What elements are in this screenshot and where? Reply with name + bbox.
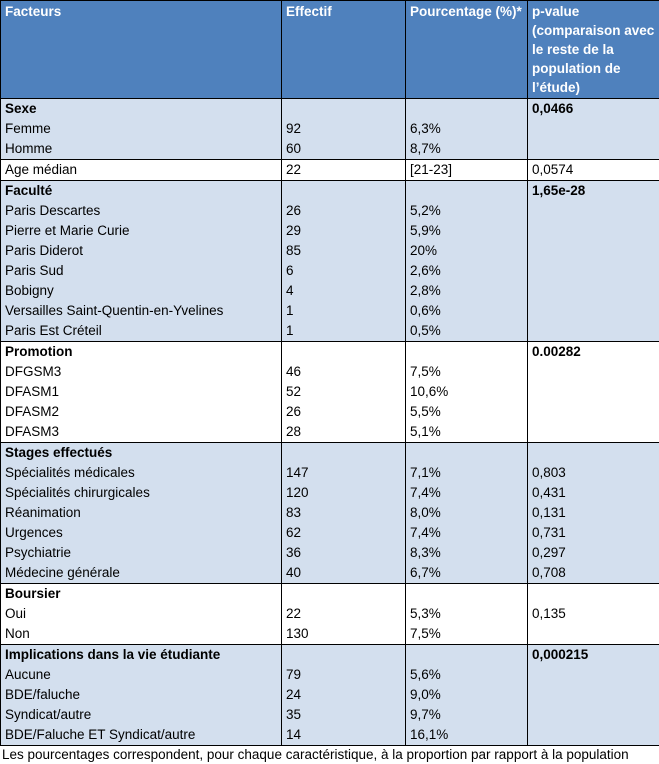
effectif-value: 6 [286,261,401,281]
item-label: Urgences [5,523,277,543]
pct-value: 5,3% [410,604,523,624]
item-label: Spécialités médicales [5,463,277,483]
header-p-value: p-value (comparaison avec le reste de la population de l’étude) [528,1,659,99]
header-facteurs: Facteurs [1,1,282,99]
group-p-value: 1,65e-28 [532,181,655,201]
group-title: Implications dans la vie étudiante [5,645,277,665]
item-label: Paris Diderot [5,241,277,261]
item-label: Bobigny [5,281,277,301]
group-p-value: 0.00282 [532,342,655,362]
effectif-value: 4 [286,281,401,301]
effectif-value: 36 [286,543,401,563]
item-label: Femme [5,119,277,139]
item-label: DFASM2 [5,402,277,422]
group-row-implications [1,645,659,746]
effectif-value: 29 [286,221,401,241]
pct-value: 20% [410,241,523,261]
effectif-value: 79 [286,665,401,685]
p-value: 0,708 [532,563,655,583]
group-title: Faculté [5,181,277,201]
pct-value: 16,1% [410,725,523,745]
group-title: Sexe [5,99,277,119]
p-value: 0,731 [532,523,655,543]
p-value: 0,431 [532,483,655,503]
effectif-value: 22 [286,160,401,180]
effectif-value: 1 [286,301,401,321]
item-label: Paris Sud [5,261,277,281]
pct-value: 5,9% [410,221,523,241]
pct-value: 9,7% [410,705,523,725]
group-title: Stages effectués [5,443,277,463]
effectif-value: 26 [286,402,401,422]
effectif-value: 26 [286,201,401,221]
p-value: 0,0574 [532,160,655,180]
pct-value: 2,6% [410,261,523,281]
item-label: Non [5,624,277,644]
pct-value: 10,6% [410,382,523,402]
pct-value: 8,0% [410,503,523,523]
group-title: Promotion [5,342,277,362]
effectif-value: 1 [286,321,401,341]
pct-value: 7,4% [410,483,523,503]
item-label: Pierre et Marie Curie [5,221,277,241]
group-p-value: 0,000215 [532,645,655,665]
effectif-value: 85 [286,241,401,261]
item-label: Age médian [5,160,277,180]
pct-value: 9,0% [410,685,523,705]
p-value: 0,803 [532,463,655,483]
pct-value: 7,1% [410,463,523,483]
pct-value: 7,4% [410,523,523,543]
pct-value: 5,1% [410,422,523,442]
item-label: Paris Descartes [5,201,277,221]
header-effectif: Effectif [282,1,406,99]
pct-value: 7,5% [410,624,523,644]
group-row-faculte [1,181,659,342]
pct-value: 5,2% [410,201,523,221]
effectif-value: 52 [286,382,401,402]
effectif-value: 147 [286,463,401,483]
group-title: Boursier [5,584,277,604]
effectif-value: 14 [286,725,401,745]
item-label: Syndicat/autre [5,705,277,725]
item-label: DFASM1 [5,382,277,402]
p-value: 0,297 [532,543,655,563]
effectif-value: 60 [286,139,401,159]
pct-value: 8,3% [410,543,523,563]
item-label: DFASM3 [5,422,277,442]
effectif-value: 40 [286,563,401,583]
effectif-value: 62 [286,523,401,543]
item-label: Aucune [5,665,277,685]
item-label: BDE/faluche [5,685,277,705]
item-label: Paris Est Créteil [5,321,277,341]
group-row-age-median [1,160,659,181]
effectif-value: 28 [286,422,401,442]
group-row-boursier [1,584,659,645]
pct-value: 0,5% [410,321,523,341]
p-value: 0,131 [532,503,655,523]
pct-value: 6,3% [410,119,523,139]
item-label: DFGSM3 [5,362,277,382]
group-row-promotion [1,342,659,443]
pct-value: 8,7% [410,139,523,159]
pct-value: 7,5% [410,362,523,382]
pct-value: 6,7% [410,563,523,583]
item-label: Oui [5,604,277,624]
item-label: Homme [5,139,277,159]
pct-value: 0,6% [410,301,523,321]
group-row-stages [1,443,659,584]
effectif-value: 22 [286,604,401,624]
table-footnote: Les pourcentages correspondent, pour chaque caractéristique, à la proportion par rapport à la population [0,746,659,764]
pct-value: 5,5% [410,402,523,422]
header-row [1,1,659,99]
item-label: Spécialités chirurgicales [5,483,277,503]
effectif-value: 24 [286,685,401,705]
pct-value: [21-23] [410,160,523,180]
effectif-value: 46 [286,362,401,382]
effectif-value: 35 [286,705,401,725]
item-label: Versailles Saint-Quentin-en-Yvelines [5,301,277,321]
effectif-value: 83 [286,503,401,523]
group-row-sexe [1,99,659,160]
pct-value: 5,6% [410,665,523,685]
pct-value: 2,8% [410,281,523,301]
effectif-value: 92 [286,119,401,139]
item-label: Médecine générale [5,563,277,583]
item-label: BDE/Faluche ET Syndicat/autre [5,725,277,745]
group-p-value: 0,0466 [532,99,655,119]
effectif-value: 120 [286,483,401,503]
item-label: Réanimation [5,503,277,523]
header-pourcentage: Pourcentage (%)* [406,1,528,99]
item-label: Psychiatrie [5,543,277,563]
effectif-value: 130 [286,624,401,644]
p-value: 0,135 [532,604,655,624]
